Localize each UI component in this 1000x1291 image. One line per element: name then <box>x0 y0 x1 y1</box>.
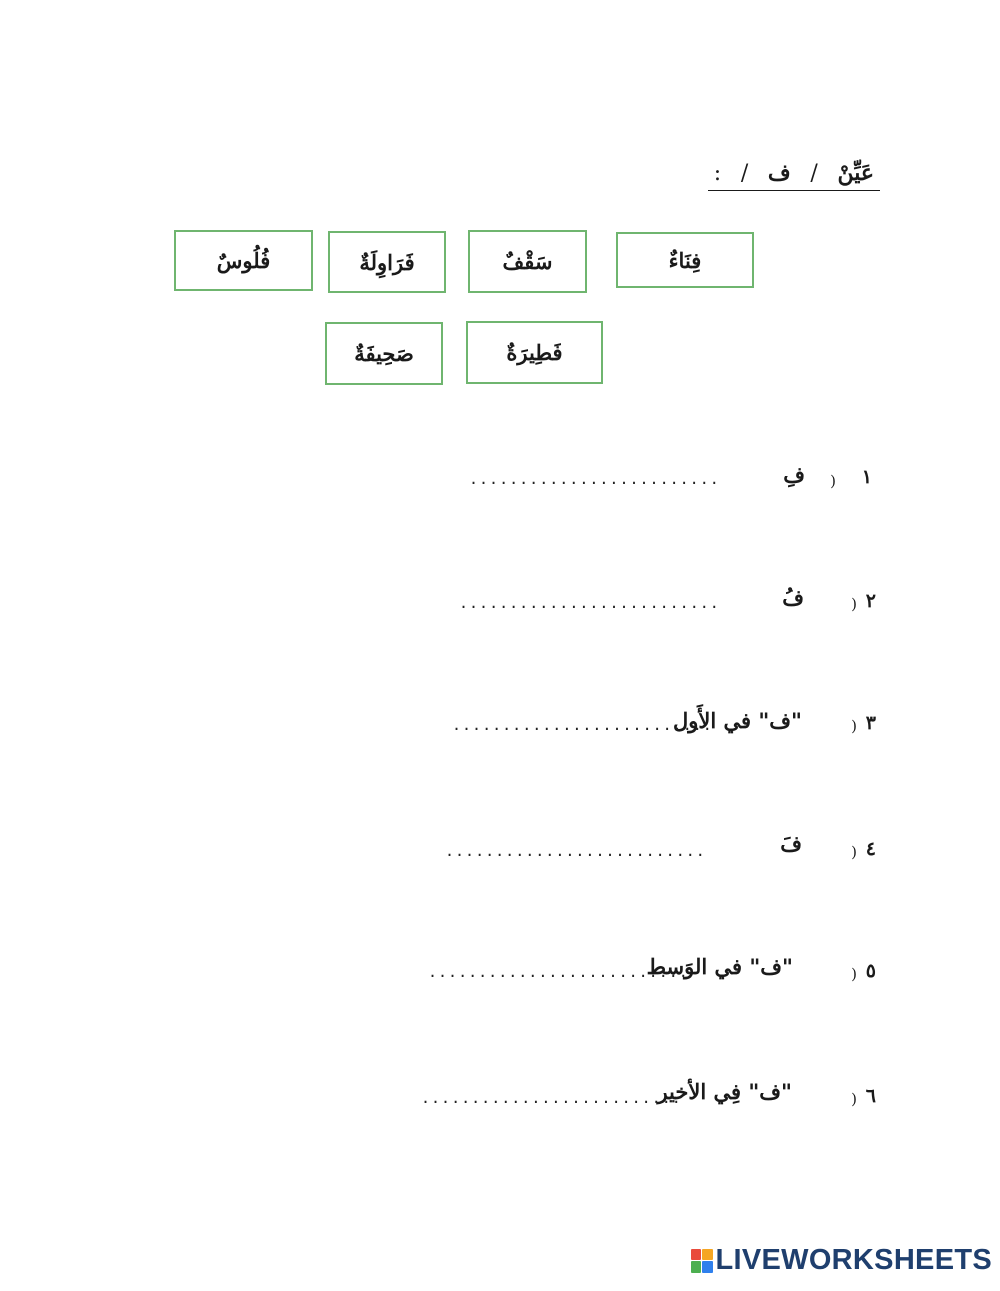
word-label: فُلُوسٌ <box>216 248 271 273</box>
logo-mark-icon <box>691 1249 713 1273</box>
question-prompt: فِ <box>783 462 805 487</box>
instruction-heading <box>708 160 880 191</box>
answer-blank-1[interactable]: ......................... <box>469 470 720 488</box>
answer-blank-5[interactable]: .......................... <box>428 963 689 981</box>
question-number: ٦ <box>865 1085 876 1107</box>
question-paren: ) <box>851 595 857 613</box>
liveworksheets-logo <box>691 1244 993 1277</box>
word-box-fulus[interactable] <box>174 230 313 291</box>
word-label: فَرَاوِلَةٌ <box>359 249 415 275</box>
instruction-colon: : <box>713 161 722 186</box>
answer-blank-4[interactable]: .......................... <box>445 842 706 860</box>
question-paren: ) <box>851 843 857 861</box>
instruction-letter: ف <box>767 160 791 186</box>
instruction-verb: عَيِّنْ <box>837 160 874 186</box>
word-box-sahifa[interactable] <box>325 322 443 385</box>
logo-square-green <box>691 1261 702 1273</box>
word-label: صَحِيفَةٌ <box>354 341 414 366</box>
question-number: ١ <box>861 466 872 488</box>
word-box-fatira[interactable] <box>466 321 603 384</box>
answer-blank-6[interactable]: .......................... <box>421 1089 682 1107</box>
question-number: ٤ <box>865 838 876 860</box>
answer-blank-3[interactable]: .......................... <box>452 716 713 734</box>
word-label: سَقْفٌ <box>502 249 553 274</box>
question-paren: ) <box>851 1090 857 1108</box>
question-paren: ) <box>851 965 857 983</box>
logo-text: LIVEWORKSHEETS <box>715 1244 992 1276</box>
instruction-slash: / <box>740 161 749 186</box>
question-prompt: "ف" في الوَسط <box>646 954 793 979</box>
question-prompt: فَ <box>780 831 802 856</box>
question-prompt: "ف" فِي الأخير <box>657 1079 792 1104</box>
word-label: فَطِيرَةٌ <box>506 340 563 365</box>
question-prompt: فُ <box>782 585 804 610</box>
word-box-finaa[interactable] <box>616 232 754 288</box>
logo-square-orange <box>702 1249 713 1261</box>
question-prompt: "ف" في الأَول <box>672 708 802 733</box>
logo-square-blue <box>702 1261 713 1273</box>
question-number: ٥ <box>865 960 876 982</box>
word-box-farawla[interactable] <box>328 231 446 293</box>
question-paren: ) <box>851 717 857 735</box>
answer-blank-2[interactable]: .......................... <box>459 594 720 612</box>
logo-square-red <box>691 1249 702 1261</box>
question-number: ٢ <box>865 590 876 612</box>
question-number: ٣ <box>865 712 876 734</box>
word-box-saqf[interactable] <box>468 230 587 293</box>
word-label: فِنَاءٌ <box>668 247 702 273</box>
instruction-slash: / <box>810 161 818 186</box>
question-paren: ) <box>830 472 836 490</box>
